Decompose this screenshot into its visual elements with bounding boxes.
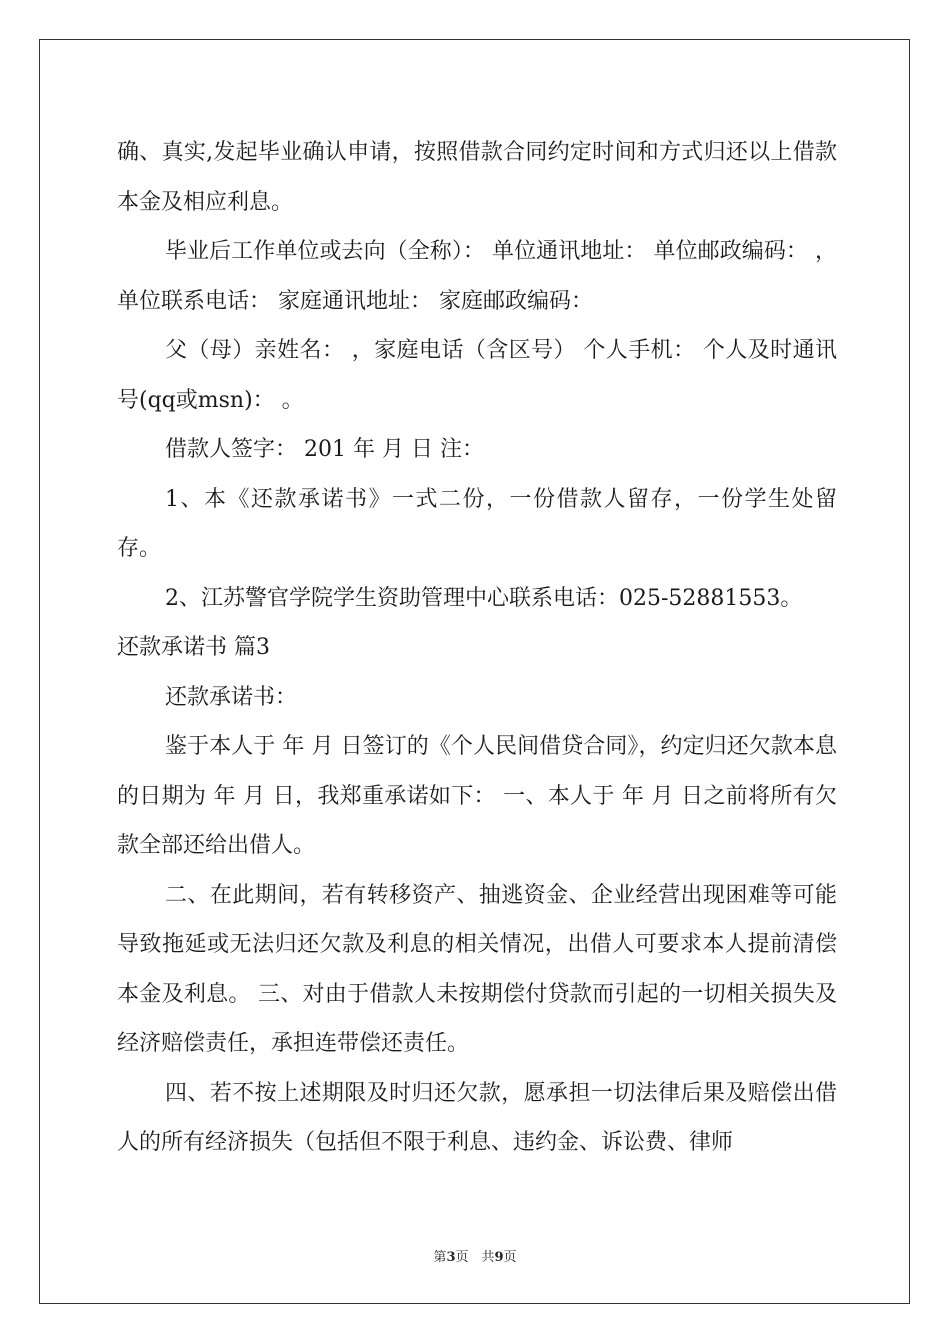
footer-suffix: 页: [503, 1250, 517, 1265]
paragraph-2: 毕业后工作单位或去向（全称）： 单位通讯地址： 单位邮政编码： ， 单位联系电话： 家庭通讯地址： 家庭邮政编码：: [117, 239, 837, 314]
footer-current-page: 3: [446, 1250, 456, 1265]
paragraph-4: 借款人签字： 201 年 月 日 注：: [165, 437, 484, 462]
paragraph-8: 还款承诺书：: [165, 684, 298, 710]
paragraph-11: 四、若不按上述期限及时归还欠款，愿承担一切法律后果及赔偿出借人的所有经济损失（包括但不限于利息、违约金、诉讼费、律师: [117, 1080, 837, 1155]
footer-prefix: 第: [433, 1250, 447, 1265]
paragraph-10: 二、在此期间，若有转移资产、抽逃资金、企业经营出现困难等可能导致拖延或无法归还欠款及利息的相关情况，出借人可要求本人提前清偿本金及利息。 三、对由于借款人未按期偿付贷款而引起的一切相关损失及经济赔偿责任，承担连带偿还责任。: [117, 882, 837, 1056]
footer-mid: 页 共: [455, 1250, 495, 1265]
footer-total-pages: 9: [494, 1250, 504, 1265]
document-body: [117, 128, 837, 1168]
paragraph-3: 父（母）亲姓名： ，家庭电话（含区号） 个人手机： 个人及时通讯号(qq或msn)： 。: [117, 338, 837, 413]
paragraph-9: 鉴于本人于 年 月 日签订的《个人民间借贷合同》，约定归还欠款本息的日期为 年 月 日，我郑重承诺如下： 一、本人于 年 月 日之前将所有欠款全部还给出借人。: [117, 734, 837, 858]
section-heading: 还款承诺书 篇3: [117, 635, 270, 660]
paragraph-1: 确、真实,发起毕业确认申请，按照借款合同约定时间和方式归还以上借款本金及相应利息。: [117, 140, 837, 215]
paragraph-6: 2、江苏警官学院学生资助管理中心联系电话：025-52881553。: [165, 585, 803, 611]
paragraph-5: 1、本《还款承诺书》一式二份，一份借款人留存，一份学生处留存。: [117, 486, 837, 561]
page-footer: [0, 1246, 950, 1265]
